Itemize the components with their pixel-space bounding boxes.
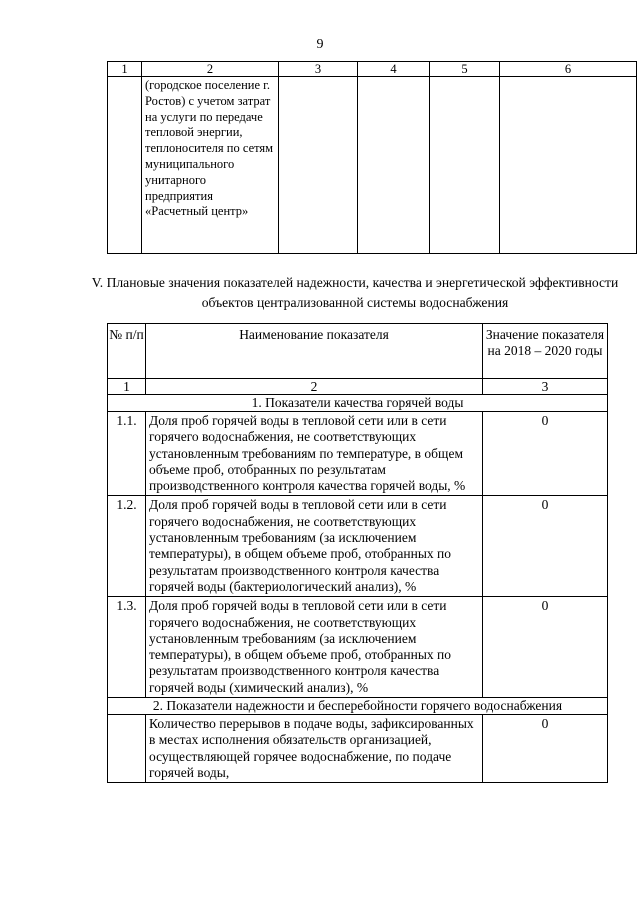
group-row (108, 395, 608, 412)
row-number: 1.2. (108, 496, 146, 597)
header-num: № п/п (108, 324, 146, 379)
group-title: 1. Показатели качества горячей воды (108, 395, 608, 412)
group-row (108, 698, 608, 715)
table-cell (108, 77, 142, 254)
continuation-text: (городское поселение г. Ростов) с учетом затрат на услуги по передаче тепловой энергии, теплоносителя по сетям муниципального унитарного предприятия «Расчетный центр» (145, 78, 274, 219)
indicator-value: 0 (483, 496, 608, 597)
page-number: 9 (316, 37, 324, 52)
table-cell (358, 77, 430, 254)
table-cell (430, 77, 500, 254)
indicator-name: Доля проб горячей воды в тепловой сети или в сети горячего водоснабжения, не соответствующих установленным требованиям (за исключением температуры), в общем объеме проб, отобранных по результатам производственного контроля качества горячей воды (химический анализ), % (146, 597, 483, 698)
table-row (108, 496, 608, 597)
table-row (108, 715, 608, 783)
table-cell (500, 77, 637, 254)
table-row (108, 77, 637, 254)
row-number: 1.3. (108, 597, 146, 698)
column-number: 5 (430, 62, 500, 77)
group-title: 2. Показатели надежности и бесперебойности горячего водоснабжения (108, 698, 608, 715)
continuation-table (107, 61, 637, 254)
header-name: Наименование показателя (146, 324, 483, 379)
table-header-row (108, 62, 637, 77)
column-number: 4 (358, 62, 430, 77)
indicators-table (107, 323, 608, 783)
indicator-name: Количество перерывов в подаче воды, зафиксированных в местах исполнения обязательств организацией, осуществляющей горячее водоснабжение, по подаче горячей воды, (146, 715, 483, 783)
table-cell (279, 77, 358, 254)
indicator-name: Доля проб горячей воды в тепловой сети или в сети горячего водоснабжения, не соответствующих установленным требованиям по температуре, в общем объеме проб, отобранных по результатам производственного контроля качества горячей воды, % (146, 412, 483, 496)
indicator-value: 0 (483, 412, 608, 496)
indicator-value: 0 (483, 715, 608, 783)
header-value: Значение показателя на 2018 – 2020 годы (483, 324, 608, 379)
table-cell (142, 77, 279, 254)
column-number: 2 (142, 62, 279, 77)
column-number: 1 (108, 379, 146, 395)
indicator-name: Доля проб горячей воды в тепловой сети или в сети горячего водоснабжения, не соответствующих установленным требованиям (за исключением температуры), в общем объеме проб, отобранных по результатам производственного контроля качества горячей воды (бактериологический анализ), % (146, 496, 483, 597)
table-header-row (108, 324, 608, 379)
column-number: 3 (483, 379, 608, 395)
table-row (108, 597, 608, 698)
column-numbers-row (108, 379, 608, 395)
row-number (108, 715, 146, 783)
row-number: 1.1. (108, 412, 146, 496)
column-number: 6 (500, 62, 637, 77)
column-number: 1 (108, 62, 142, 77)
column-number: 3 (279, 62, 358, 77)
column-number: 2 (146, 379, 483, 395)
section-title: V. Плановые значения показателей надежности, качества и энергетической эффективности объектов централизованной системы водоснабжения (91, 275, 619, 310)
indicator-value: 0 (483, 597, 608, 698)
table-row (108, 412, 608, 496)
